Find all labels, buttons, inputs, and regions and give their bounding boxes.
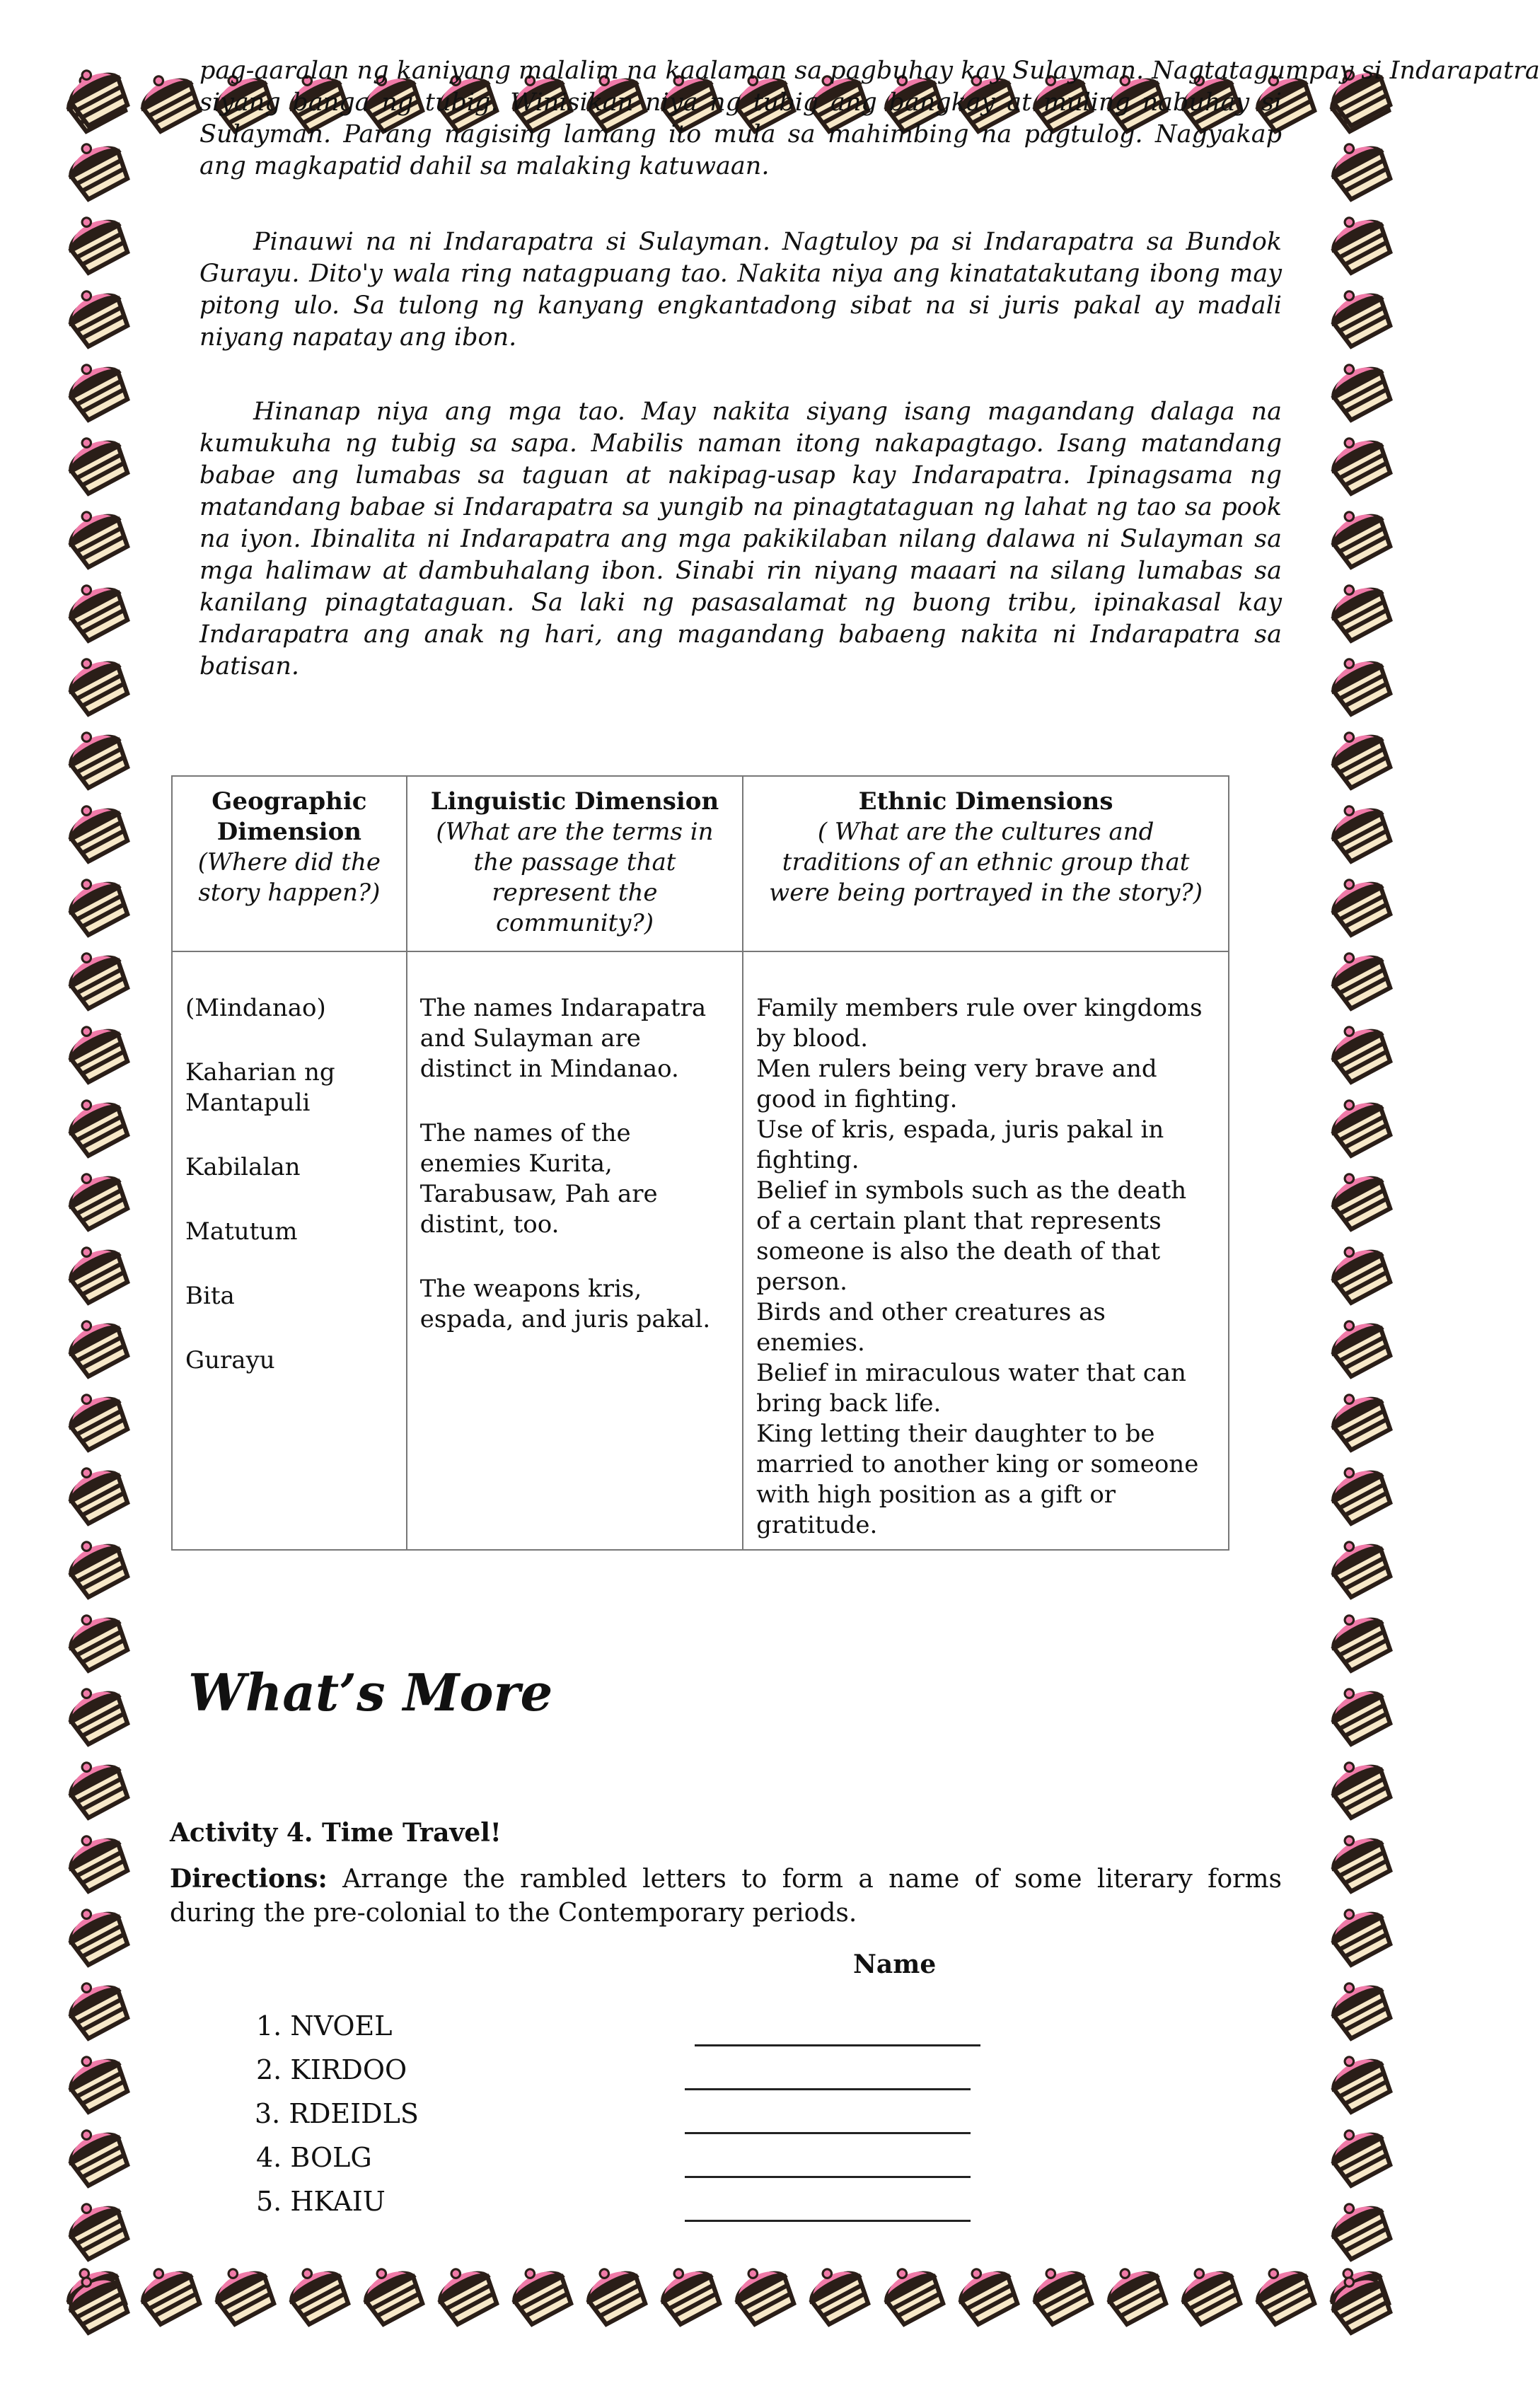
cake-icon — [59, 497, 132, 570]
cake-icon — [59, 644, 132, 717]
section-title: What’s More — [188, 1662, 553, 1722]
cake-icon — [1321, 1747, 1395, 1821]
cake-icon — [59, 55, 132, 129]
cake-icon — [1097, 2254, 1171, 2327]
cake-icon — [59, 1674, 132, 1747]
cake-icon — [1321, 1674, 1395, 1747]
cake-icon — [1321, 2115, 1395, 2189]
cake-icon — [1321, 2042, 1395, 2115]
cake-icon — [1321, 1085, 1395, 1159]
cake-icon — [59, 349, 132, 423]
cake-icon — [59, 1159, 132, 1232]
cake-icon — [59, 1968, 132, 2042]
cake-icon — [59, 1600, 132, 1674]
cake-icon — [799, 2254, 873, 2327]
geo-item: Gurayu — [185, 1346, 275, 1374]
cake-icon — [59, 1379, 132, 1453]
cake-icon — [725, 2254, 799, 2327]
geo-item: (Mindanao) — [185, 994, 326, 1022]
scrambled-word-5: 5. HKAIU — [256, 2186, 386, 2217]
cake-icon — [1321, 717, 1395, 791]
eth-item: Birds and other creatures as enemies. — [756, 1298, 1106, 1357]
name-column-header: Name — [853, 1950, 937, 1979]
geo-item: Bita — [185, 1282, 235, 1310]
cake-icon — [1321, 349, 1395, 423]
ling-header: Linguistic Dimension — [430, 787, 719, 816]
cake-icon — [59, 1821, 132, 1894]
directions — [170, 1862, 1282, 1930]
cake-icon — [1321, 1821, 1395, 1894]
cake-icon — [1321, 570, 1395, 644]
cake-icon — [1171, 2254, 1245, 2327]
geo-cell — [172, 951, 407, 1550]
cake-icon — [1321, 2262, 1395, 2336]
cake-icon — [1023, 2254, 1096, 2327]
cake-icon — [59, 1012, 132, 1085]
story-paragraph-3 — [199, 396, 1282, 683]
cake-icon — [59, 2262, 132, 2336]
eth-header-cell — [743, 776, 1229, 951]
geo-item: Matutum — [185, 1217, 298, 1246]
cake-icon — [1321, 129, 1395, 202]
cake-icon — [205, 2254, 279, 2327]
scrambled-word-4: 4. BOLG — [256, 2142, 372, 2173]
eth-cell — [743, 951, 1229, 1550]
cake-icon — [949, 2254, 1022, 2327]
eth-item: Belief in miraculous water that can bring back life. — [756, 1359, 1186, 1418]
cake-icon — [59, 2115, 132, 2189]
cake-icon — [131, 2254, 204, 2327]
geo-header: Geographic Dimension — [212, 787, 367, 846]
dimensions-table — [171, 775, 1229, 1551]
border-left — [53, 55, 138, 2333]
cake-icon — [59, 2189, 132, 2262]
eth-item: Men rulers being very brave and good in fighting. — [756, 1055, 1157, 1113]
cake-icon — [59, 202, 132, 276]
eth-question: ( What are the cultures and traditions of an ethnic group that were being portrayed in the story?) — [769, 818, 1203, 907]
eth-item: Family members rule over kingdoms by blood. — [756, 994, 1203, 1053]
story-p1-line0: pag-aaralan ng kaniyang malalim na kaalaman sa pagbuhay kay Sulayman. Nagtatagumpay si Indarapatra — [199, 57, 1540, 85]
answer-line-5[interactable] — [685, 2220, 971, 2222]
scrambled-word-1: 1. NVOEL — [256, 2010, 393, 2042]
ling-item: The names Indarapatra and Sulayman are distinct in Mindanao. — [419, 994, 707, 1083]
eth-header: Ethnic Dimensions — [858, 787, 1113, 816]
eth-item: Belief in symbols such as the death of a certain plant that represents someone is also the death of that person. — [756, 1176, 1187, 1296]
ling-item: The names of the enemies Kurita, Tarabusaw, Pah are distint, too. — [419, 1119, 658, 1239]
border-bottom — [57, 2248, 1394, 2333]
cake-icon — [279, 2254, 353, 2327]
cake-icon — [502, 2254, 576, 2327]
cake-icon — [59, 129, 132, 202]
geo-item: Kabilalan — [185, 1153, 301, 1181]
cake-icon — [1321, 2189, 1395, 2262]
story-p2: Pinauwi na ni Indarapatra si Sulayman. Nagtuloy pa si Indarapatra sa Bundok Gurayu. Dito'y wala ring natagpuang tao. Nakita niya ang kinatatakutang ibong may pitong ulo. Sa tulong ng kanyang engkantadong sibat na si juris pakal ay madali niyang napatay ang ibon. — [199, 228, 1282, 352]
cake-icon — [1321, 1379, 1395, 1453]
cake-icon — [1321, 864, 1395, 938]
story-p3: Hinanap niya ang mga tao. May nakita siyang isang magandang dalaga na kumukuha ng tubig sa sapa. Mabilis naman itong nakapagtago. Isang matandang babae ang lumabas sa taguan at nakipag-usap kay Indarapatra. Ipinagsama ng matandang babae si Indarapatra sa yungib na pinagtataguan ng lahat ng tao sa pook na iyon. Ibinalita ni Indarapatra ang mga pakikilaban nilang dalawa ni Sulayman sa mga halimaw at dambuhalang ibon. Sinabi rin niyang maaari na silang lumabas sa kanilang pinagtataguan. Sa laki ng pasasalamat ng buong tribu, ipinakasal kay Indarapatra ang anak ng hari, ang magandang babaeng nakita ni Indarapatra sa batisan. — [199, 398, 1282, 681]
cake-icon — [428, 2254, 502, 2327]
cake-icon — [1321, 1600, 1395, 1674]
cake-icon — [59, 1527, 132, 1600]
cake-icon — [1321, 644, 1395, 717]
geo-header-cell — [172, 776, 407, 951]
geo-item: Kaharian ng Mantapuli — [185, 1058, 335, 1117]
cake-icon — [1321, 1527, 1395, 1600]
cake-icon — [59, 791, 132, 864]
cake-icon — [59, 2042, 132, 2115]
cake-icon — [59, 570, 132, 644]
cake-icon — [1321, 1159, 1395, 1232]
answer-line-1[interactable] — [695, 2044, 980, 2046]
geo-question: (Where did the story happen?) — [197, 848, 381, 907]
ling-question: (What are the terms in the passage that represent the community?) — [436, 818, 714, 937]
answer-line-2[interactable] — [685, 2088, 971, 2090]
cake-icon — [59, 423, 132, 497]
table-row — [172, 951, 1229, 1550]
cake-icon — [1321, 1894, 1395, 1968]
cake-icon — [1321, 1453, 1395, 1527]
cake-icon — [1321, 791, 1395, 864]
cake-icon — [59, 1453, 132, 1527]
cake-icon — [1321, 202, 1395, 276]
table-header-row — [172, 776, 1229, 951]
cake-icon — [59, 276, 132, 349]
story-paragraph-1 — [199, 55, 1540, 183]
cake-icon — [1321, 1306, 1395, 1379]
cake-icon — [1321, 497, 1395, 570]
ling-item: The weapons kris, espada, and juris pakal. — [419, 1275, 711, 1333]
cake-icon — [59, 717, 132, 791]
cake-icon — [59, 1085, 132, 1159]
directions-label: Directions: — [170, 1864, 328, 1894]
eth-item: King letting their daughter to be married to another king or someone with high position as a gift or gratitude. — [756, 1420, 1199, 1539]
ling-cell — [407, 951, 743, 1550]
story-paragraph-2 — [199, 226, 1282, 354]
scrambled-word-2: 2. KIRDOO — [256, 2054, 407, 2085]
directions-text: Arrange the rambled letters to form a name of some literary forms during the pre-colonial to the Contemporary periods. — [170, 1865, 1282, 1928]
answer-line-3[interactable] — [685, 2132, 971, 2134]
activity-title: Activity 4. Time Travel! — [170, 1818, 502, 1848]
story-p1-rest: siyang banga ng tubig. Winisikan niya ng tubig ang bangkay at muling nabuhay si Sulayman. Parang nagising lamang ito mula sa mahimbing na pagtulog. Nagyakap ang magkapatid dahil sa malaking katuwaan. — [199, 88, 1282, 180]
cake-icon — [131, 61, 204, 134]
eth-item: Use of kris, espada, juris pakal in fighting. — [756, 1116, 1164, 1174]
cake-icon — [59, 864, 132, 938]
cake-icon — [1321, 1968, 1395, 2042]
cake-icon — [59, 938, 132, 1012]
cake-icon — [59, 1306, 132, 1379]
cake-icon — [1321, 938, 1395, 1012]
cake-icon — [1321, 276, 1395, 349]
cake-icon — [1321, 1232, 1395, 1306]
cake-icon — [1246, 2254, 1319, 2327]
cake-icon — [59, 1747, 132, 1821]
answer-line-4[interactable] — [685, 2176, 971, 2178]
border-right — [1316, 55, 1401, 2333]
scrambled-word-3: 3. RDEIDLS — [255, 2098, 419, 2129]
cake-icon — [1321, 423, 1395, 497]
cake-icon — [1321, 1012, 1395, 1085]
cake-icon — [874, 2254, 948, 2327]
cake-icon — [651, 2254, 724, 2327]
cake-icon — [354, 2254, 427, 2327]
cake-icon — [59, 1894, 132, 1968]
cake-icon — [59, 1232, 132, 1306]
cake-icon — [577, 2254, 650, 2327]
ling-header-cell — [407, 776, 743, 951]
